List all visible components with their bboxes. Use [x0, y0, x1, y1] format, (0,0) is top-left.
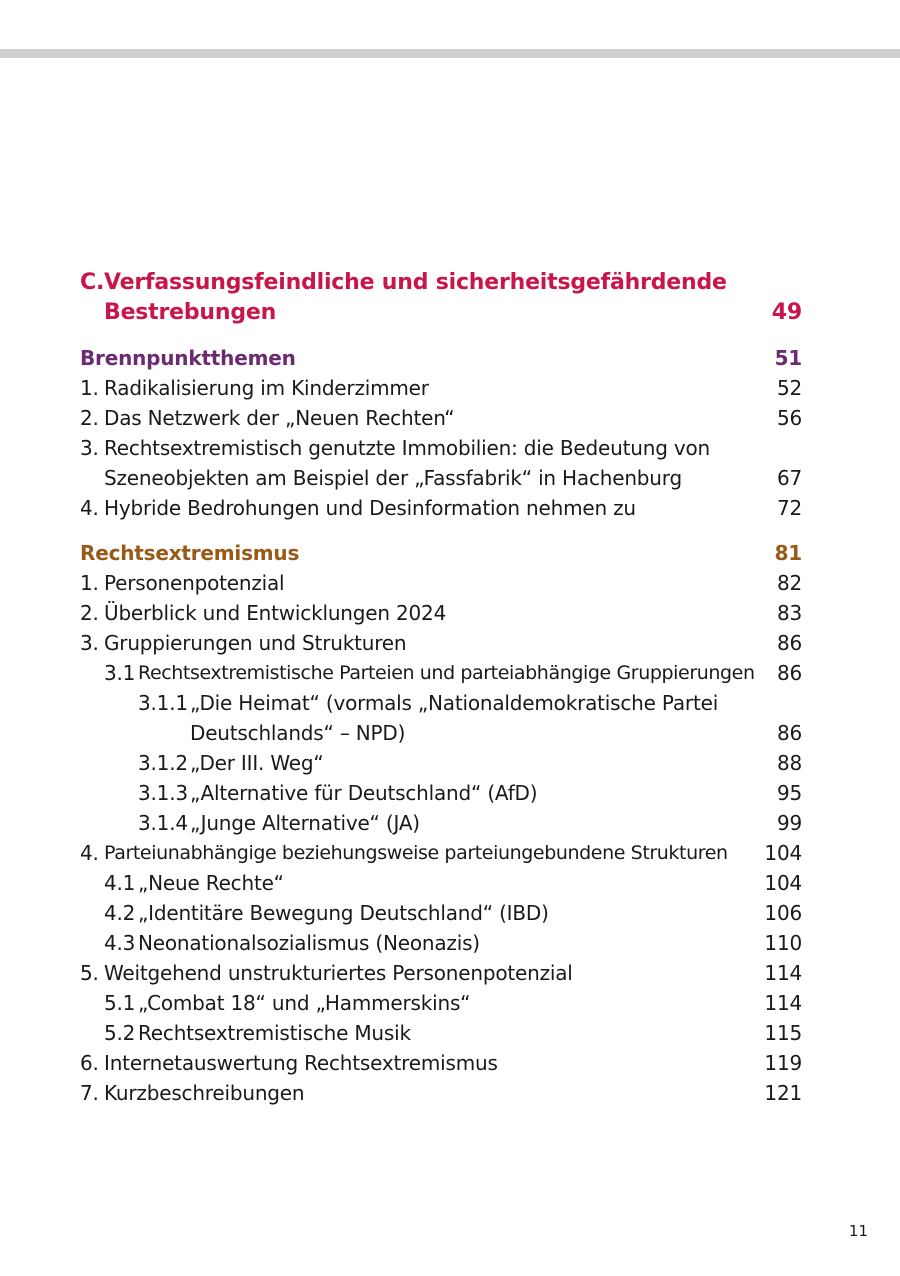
entry-title: Gruppierungen und Strukturen — [104, 631, 407, 655]
toc-entry[interactable] — [80, 568, 802, 598]
entry-number: 5.1 — [104, 991, 136, 1015]
entry-title: Internetauswertung Rechtsextremismus — [104, 1051, 498, 1075]
entry-page: 86 — [776, 721, 802, 745]
entry-page: 56 — [776, 406, 802, 430]
entry-page: 104 — [764, 871, 802, 895]
entry-page: 114 — [764, 991, 802, 1015]
entry-number: 3.1.1 — [138, 691, 188, 715]
entry-number: 5. — [80, 961, 99, 985]
entry-number: 6. — [80, 1051, 99, 1075]
entry-title: Überblick und Entwicklungen 2024 — [104, 601, 447, 625]
entry-page: 88 — [776, 751, 802, 775]
entry-page: 82 — [776, 571, 802, 595]
entry-title: Hybride Bedrohungen und Desinformation nehmen zu — [104, 496, 636, 520]
section-title: Brennpunktthemen — [80, 346, 296, 370]
entry-title: Personenpotenzial — [104, 571, 285, 595]
entry-number: 4.1 — [104, 871, 136, 895]
toc-entry-sub[interactable] — [80, 928, 802, 958]
section-heading-rechtsextremismus[interactable] — [80, 538, 802, 568]
toc-entry[interactable] — [80, 958, 802, 988]
entry-page: 106 — [764, 901, 802, 925]
entry-title: „Combat 18“ und „Hammerskins“ — [138, 991, 471, 1015]
toc-entry-sub[interactable] — [80, 658, 802, 688]
entry-number: 3. — [80, 631, 99, 655]
top-divider-bar — [0, 49, 900, 58]
toc-entry[interactable] — [80, 628, 802, 658]
page-number: 11 — [848, 1222, 868, 1240]
toc-entry-subsub[interactable] — [80, 778, 802, 808]
entry-title: Rechtsextremistische Parteien und parteiabhängige Gruppierungen — [138, 662, 755, 684]
entry-page: 86 — [776, 631, 802, 655]
entry-page: 67 — [776, 466, 802, 490]
entry-page: 119 — [764, 1051, 802, 1075]
entry-page: 83 — [776, 601, 802, 625]
entry-number: 3.1.4 — [138, 811, 188, 835]
entry-title: „Alternative für Deutschland“ (AfD) — [190, 781, 538, 805]
entry-title: „Der III. Weg“ — [190, 751, 324, 775]
entry-title-cont: Deutschlands“ – NPD) — [190, 721, 406, 745]
entry-number: 3.1.3 — [138, 781, 188, 805]
toc-entry-cont[interactable] — [80, 463, 802, 493]
toc-entry[interactable] — [80, 433, 802, 463]
entry-title: Weitgehend unstrukturiertes Personenpotenzial — [104, 961, 573, 985]
entry-page: 52 — [776, 376, 802, 400]
entry-page: 86 — [776, 661, 802, 685]
entry-number: 7. — [80, 1081, 99, 1105]
entry-title: Kurzbeschreibungen — [104, 1081, 305, 1105]
entry-page: 110 — [764, 931, 802, 955]
toc-entry-subsub[interactable] — [80, 748, 802, 778]
entry-title: „Identitäre Bewegung Deutschland“ (IBD) — [138, 901, 549, 925]
entry-number: 2. — [80, 601, 99, 625]
entry-title: Rechtsextremistische Musik — [138, 1021, 411, 1045]
toc-entry[interactable] — [80, 403, 802, 433]
toc-entry[interactable] — [80, 838, 802, 868]
entry-page: 99 — [776, 811, 802, 835]
toc-entry-subsub[interactable] — [80, 808, 802, 838]
section-page: 81 — [774, 541, 802, 565]
toc-entry[interactable] — [80, 1048, 802, 1078]
entry-number: 3. — [80, 436, 99, 460]
chapter-title: Verfassungsfeindliche und sicherheitsgefährdende — [104, 270, 727, 295]
entry-number: 4.3 — [104, 931, 136, 955]
entry-number: 5.2 — [104, 1021, 136, 1045]
chapter-page: 49 — [771, 300, 802, 325]
toc-entry-sub[interactable] — [80, 898, 802, 928]
entry-title: „Die Heimat“ (vormals „Nationaldemokratische Partei — [190, 691, 719, 715]
entry-number: 1. — [80, 376, 99, 400]
entry-number: 3.1 — [104, 661, 136, 685]
entry-number: 2. — [80, 406, 99, 430]
toc-entry[interactable] — [80, 493, 802, 523]
entry-title: Das Netzwerk der „Neuen Rechten“ — [104, 406, 455, 430]
toc-entry-subsub[interactable] — [80, 688, 802, 718]
toc-entry-cont[interactable] — [80, 718, 802, 748]
table-of-contents — [80, 268, 802, 1108]
chapter-heading[interactable] — [80, 268, 802, 328]
entry-title: Parteiunabhängige beziehungsweise parteiungebundene Strukturen — [104, 842, 728, 864]
entry-number: 1. — [80, 571, 99, 595]
entry-title: Radikalisierung im Kinderzimmer — [104, 376, 429, 400]
entry-title-cont: Szeneobjekten am Beispiel der „Fassfabrik“ in Hachenburg — [104, 466, 682, 490]
entry-number: 4. — [80, 841, 99, 865]
entry-page: 114 — [764, 961, 802, 985]
toc-entry[interactable] — [80, 373, 802, 403]
entry-title: „Junge Alternative“ (JA) — [190, 811, 420, 835]
entry-page: 121 — [764, 1081, 802, 1105]
section-title: Rechtsextremismus — [80, 541, 300, 565]
entry-page: 72 — [776, 496, 802, 520]
entry-page: 104 — [764, 841, 802, 865]
chapter-number: C. — [80, 270, 105, 295]
toc-entry-sub[interactable] — [80, 988, 802, 1018]
toc-entry-sub[interactable] — [80, 1018, 802, 1048]
entry-number: 4.2 — [104, 901, 136, 925]
section-heading-brennpunkt[interactable] — [80, 343, 802, 373]
toc-entry[interactable] — [80, 1078, 802, 1108]
entry-page: 115 — [764, 1021, 802, 1045]
entry-title: Neonationalsozialismus (Neonazis) — [138, 931, 480, 955]
entry-number: 3.1.2 — [138, 751, 188, 775]
toc-entry[interactable] — [80, 598, 802, 628]
entry-title: Rechtsextremistisch genutzte Immobilien: die Bedeutung von — [104, 436, 711, 460]
entry-title: „Neue Rechte“ — [138, 871, 284, 895]
chapter-title-cont: Bestrebungen — [104, 300, 277, 325]
entry-number: 4. — [80, 496, 99, 520]
toc-entry-sub[interactable] — [80, 868, 802, 898]
entry-page: 95 — [776, 781, 802, 805]
section-page: 51 — [774, 346, 802, 370]
